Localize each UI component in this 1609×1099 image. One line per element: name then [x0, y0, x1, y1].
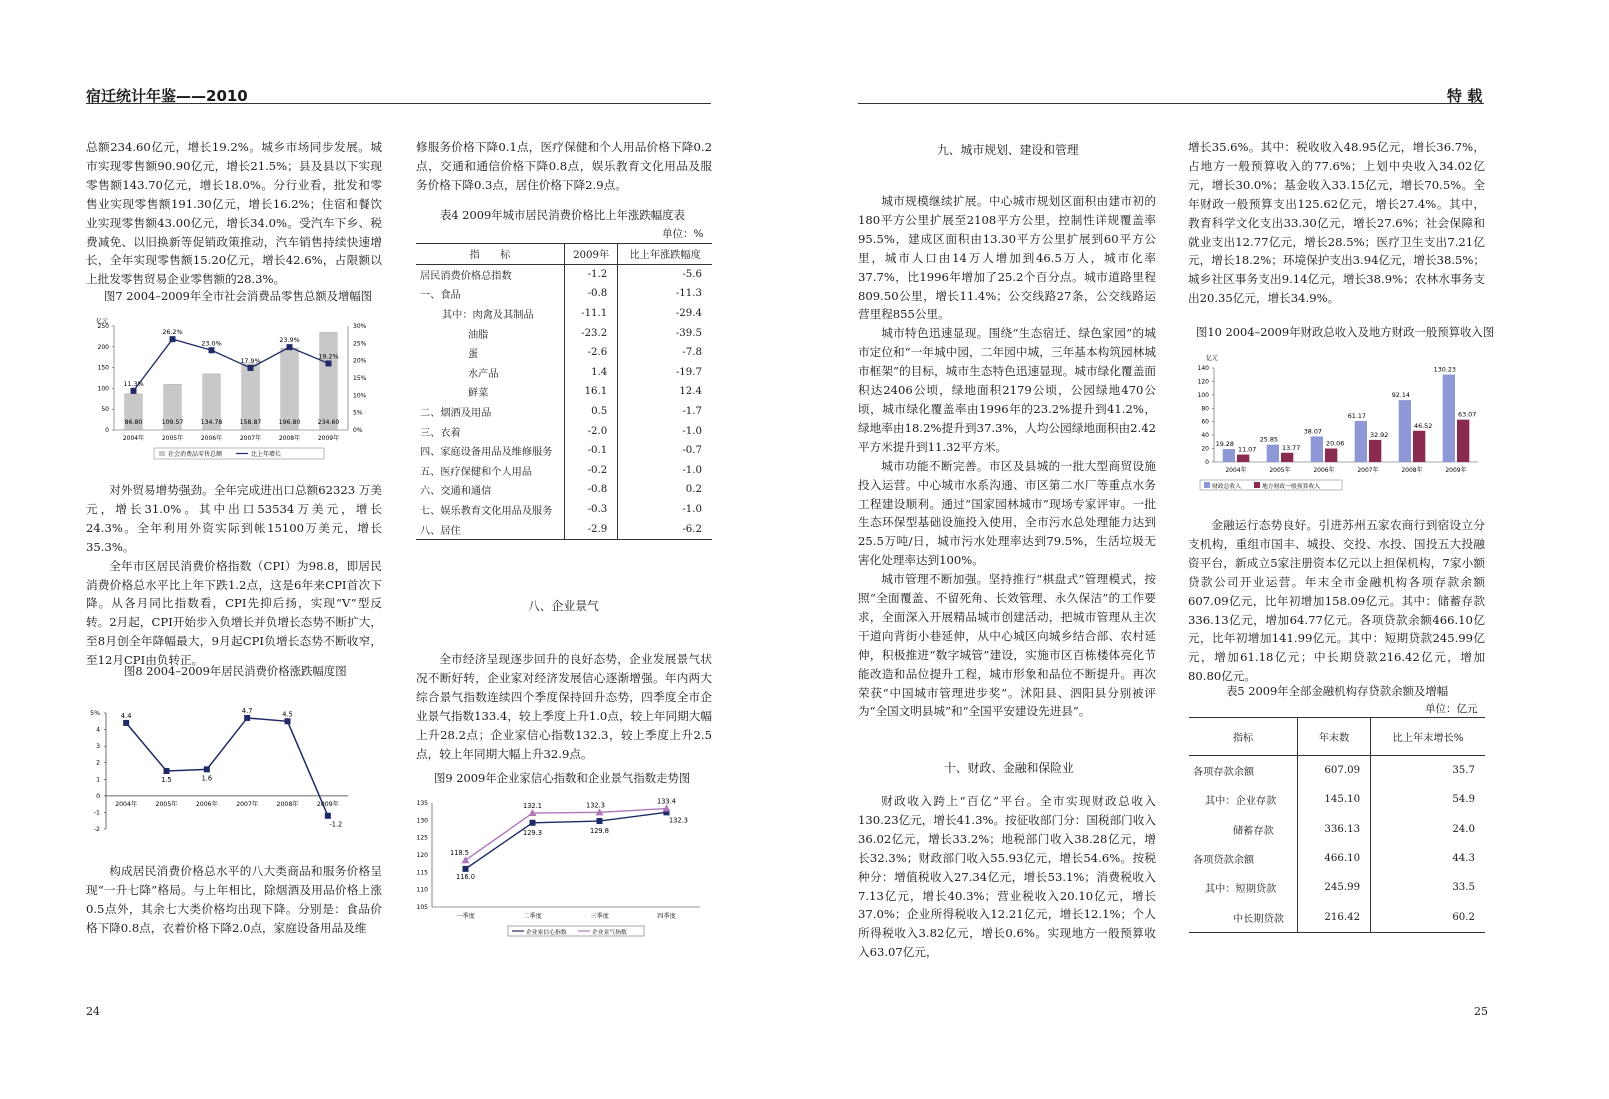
bar-value-label: 32.92	[1370, 430, 1389, 439]
bar-value-label: 158.87	[239, 419, 262, 426]
bar	[1457, 420, 1469, 462]
cell-value: -39.5	[618, 323, 712, 343]
table-row	[416, 323, 712, 343]
table-row	[416, 480, 712, 500]
table-row	[1189, 902, 1485, 932]
bar	[1369, 440, 1381, 462]
bar	[278, 348, 301, 430]
bar	[1413, 431, 1425, 462]
index-label: 132.3	[586, 801, 605, 810]
index-point	[463, 866, 469, 872]
growth-label: 11.3%	[123, 379, 144, 388]
section9-text	[858, 192, 1156, 721]
y-tick-label: 100	[97, 385, 109, 393]
table-row	[416, 421, 712, 441]
y-tick-label: 120	[1197, 378, 1209, 386]
legend-label-1: 财政总收入	[1212, 484, 1241, 490]
x-tick-label: 2005年	[161, 435, 184, 442]
growth-point	[287, 344, 293, 350]
bar-value-label: 134.78	[200, 419, 223, 426]
legend-label-2: 企业景气指数	[592, 930, 627, 936]
fig7-caption: 图7 2004–2009年全市社会消费品零售总额及增幅图	[104, 289, 373, 303]
cell-value: 16.1	[565, 382, 618, 402]
bar	[1325, 449, 1337, 462]
table4-header-indicator: 指 标	[416, 244, 565, 265]
row-label: 油脂	[468, 329, 489, 341]
cpi-label: 1.6	[201, 774, 213, 783]
bar-value-label: 38.07	[1303, 427, 1322, 436]
paragraph: 构成居民消费价格总水平的八大类商品和服务价格呈现“一升七降”格局。与上年相比，除烟酒及用品价格上涨0.5点外，其余七大类价格均出现下降。分别是：食品价格下降0.8点，衣着价格下降2.0点，家庭设备用品及维	[86, 864, 382, 935]
legend-label-line: 比上年增长	[251, 451, 282, 458]
y-axis-unit: 亿元	[96, 318, 109, 325]
row-label: 居民消费价格总指数	[420, 270, 512, 282]
right-page-header: 特 载	[1447, 87, 1483, 105]
growth-label: 19.2%	[318, 352, 339, 361]
fig8-chart	[86, 705, 386, 835]
cell-value: 1.4	[565, 363, 618, 383]
y-tick-label: 105	[416, 904, 428, 911]
cell-value: 60.2	[1371, 902, 1485, 932]
row-label: 其中：短期贷款	[1205, 884, 1277, 896]
cell-value: -11.1	[565, 304, 618, 324]
col1-text-middle	[86, 481, 382, 670]
row-label: 各项存款余额	[1193, 767, 1255, 779]
table4-header-change: 比上年涨跌幅度	[618, 244, 712, 265]
cell-value: -1.0	[618, 421, 712, 441]
cell-value: -0.3	[565, 500, 618, 520]
x-tick-label: 2007年	[1357, 467, 1379, 474]
y-tick-label: 100	[1197, 391, 1209, 399]
growth-label: 26.2%	[162, 328, 183, 337]
cell-value: 216.42	[1298, 902, 1371, 932]
left-page	[0, 0, 804, 1099]
bar	[317, 332, 340, 430]
table-row	[416, 461, 712, 481]
y2-tick-label: 30%	[353, 323, 367, 330]
legend-label-1: 企业家信心指数	[526, 930, 567, 936]
cpi-point	[204, 766, 210, 772]
legend-swatch-2	[1254, 482, 1260, 488]
cell-value: 12.4	[618, 382, 712, 402]
cpi-point	[285, 718, 291, 724]
cell-value: 145.10	[1298, 785, 1371, 814]
x-tick-label: 三季度	[590, 913, 609, 920]
bar-value-label: 46.52	[1414, 421, 1433, 430]
cell-value: -5.6	[618, 264, 712, 284]
x-tick-label: 2009年	[1445, 467, 1467, 474]
table-row	[416, 441, 712, 461]
cell-value: -0.8	[565, 284, 618, 304]
y-tick-label: 140	[1197, 365, 1209, 372]
y-tick-label: 20	[1201, 445, 1209, 453]
table4	[416, 243, 712, 540]
cell-value: -2.9	[565, 519, 618, 539]
fig9-caption: 图9 2009年企业家信心指数和企业景气指数走势图	[434, 771, 691, 785]
growth-line	[134, 339, 329, 391]
x-tick-label: 2006年	[195, 800, 218, 808]
growth-point	[248, 365, 254, 371]
row-label: 各项贷款余额	[1193, 855, 1255, 867]
paragraph: 城市规模继续扩展。中心城市规划区面积由建市初的180平方公里扩展至2108平方公里，控制性详规覆盖率95.5%，建成区面积由13.30平方公里扩展到60平方公里，城市人口由14万人增加到46.5万人，城市化率37.7%，比1996年增加了25.2个百分点。城市道路里程809.50公里，增长11.4%；公交线路27条，公交线路运营里程855公里。	[858, 194, 1156, 322]
index-label: 129.3	[523, 828, 542, 837]
growth-point	[131, 388, 137, 394]
cell-value: 607.09	[1298, 756, 1371, 786]
table-row	[416, 304, 712, 324]
table-row	[416, 363, 712, 383]
section8-title: 八、企业景气	[528, 599, 599, 613]
row-label: 蛋	[468, 349, 479, 361]
y2-tick-label: 5%	[353, 409, 363, 417]
section9-title: 九、城市规划、建设和管理	[937, 143, 1079, 157]
cell-value: 336.13	[1298, 815, 1371, 844]
x-tick-label: 2009年	[316, 800, 339, 808]
x-tick-label: 2008年	[278, 435, 301, 442]
cell-value: 466.10	[1298, 844, 1371, 873]
cell-value: -29.4	[618, 304, 712, 324]
bar	[1237, 455, 1249, 462]
y-tick-label: -1	[93, 809, 100, 817]
y-tick-label: 4	[96, 726, 100, 734]
cell-value: -11.3	[618, 284, 712, 304]
bar	[1223, 449, 1235, 462]
paragraph: 财政收入跨上“百亿”平台。全市实现财政总收入130.23亿元，增长41.3%。按征收部门分：国税部门收入36.02亿元，增长33.2%；地税部门收入38.28亿元，增长32.3%；财政部门收入55.93亿元，增长54.6%。按税种分：增值税收入27.34亿元，增长53.1%；消费税收入7.13亿元，增长40.3%；营业税收入20.10亿元，增长37.0%；企业所得税收入12.21亿元，增长12.1%；个人所得税收入3.82亿元，增长0.6%。实现地方一般预算收入63.07亿元，	[858, 794, 1156, 960]
col4-text-bottom	[1188, 516, 1485, 686]
fig9-chart	[408, 795, 708, 940]
x-tick-label: 2004年	[122, 435, 145, 442]
table5-header-growth: 比上年末增长%	[1371, 718, 1485, 756]
bar-value-label: 63.07	[1458, 410, 1477, 419]
bar-value-label: 92.14	[1391, 391, 1410, 400]
y-tick-label: 60	[1201, 418, 1209, 426]
section10-title: 十、财政、金融和保险业	[944, 761, 1074, 775]
bar-value-label: 25.85	[1259, 435, 1278, 444]
table-row	[416, 382, 712, 402]
cell-value: -0.8	[565, 480, 618, 500]
paragraph: 城市特色迅速显现。围绕“生态宿迁、绿色家园”的城市定位和“一年城中园，二年园中城，三年基本构筑园林城市框架”的目标，城市生态特色迅速显现。城市绿化覆盖面积达2406公顷，绿地面积2179公顷，公园绿地470公顷，城市绿化覆盖率由1996年的23.2%提升到41.2%，绿地率由18.2%提升到37.3%，人均公园绿地面积由2.42平方米提升到11.32平方米。	[858, 326, 1156, 454]
row-label: 其中：企业存款	[1205, 796, 1277, 808]
legend-label-2: 地方财政一般预算收入	[1262, 484, 1320, 490]
bar	[1399, 400, 1411, 462]
growth-label: 17.9%	[240, 356, 261, 365]
row-label: 储蓄存款	[1233, 825, 1274, 837]
x-tick-label: 2005年	[1269, 467, 1291, 474]
paragraph: 对外贸易增势强劲。全年完成进出口总额62323 万美元，增长31.0%。其中出口53534万美元，增长24.3%。全年利用外资实际到帐15100万美元，增长35.3%。	[86, 483, 382, 554]
y2-tick-label: 15%	[353, 375, 367, 382]
table-row	[416, 343, 712, 363]
row-label: 中长期贷款	[1233, 913, 1284, 925]
bar	[1311, 436, 1323, 462]
table5-header-value: 年末数	[1298, 718, 1371, 756]
bar-value-label: 196.80	[278, 419, 301, 426]
left-page-number: 24	[86, 1005, 100, 1018]
cell-value: 35.7	[1371, 756, 1485, 786]
cell-value: -6.2	[618, 519, 712, 539]
y-tick-label: -2	[93, 826, 100, 833]
paragraph: 修服务价格下降0.1点，医疗保健和个人用品价格下降0.2点，交通和通信价格下降0.8点，娱乐教育文化用品及服务价格下降0.3点，居住价格下降2.9点。	[416, 140, 712, 192]
y-tick-label: 115	[416, 869, 428, 877]
legend-swatch-bar	[159, 451, 165, 456]
col1-text-top	[86, 138, 382, 289]
table4-unit: 单位：%	[662, 228, 704, 240]
cpi-point	[123, 720, 129, 726]
cpi-label: 4.7	[241, 706, 253, 715]
x-tick-label: 2005年	[155, 800, 178, 808]
y2-tick-label: 20%	[353, 357, 367, 365]
header-rule	[86, 103, 711, 104]
table-row	[1189, 785, 1485, 814]
y-axis-unit: 亿元	[1206, 355, 1219, 362]
index-label: 132.1	[523, 802, 542, 811]
x-tick-label: 四季度	[657, 913, 676, 920]
header-rule	[858, 103, 1484, 104]
y-tick-label: 0	[105, 427, 109, 434]
cell-value: -19.7	[618, 363, 712, 383]
x-tick-label: 2007年	[236, 800, 259, 808]
row-label: 二、烟酒及用品	[420, 408, 492, 420]
y-tick-label: 125	[416, 834, 428, 842]
paragraph: 增长35.6%。其中：税收收入48.95亿元，增长36.7%，占地方一般预算收入的77.6%；上划中央收入34.02亿元，增长30.0%；基金收入33.15亿元，增长70.5%。全年财政一般预算支出125.62亿元，增长27.4%。其中，教育科学文化支出33.30亿元，增长27.6%；社会保障和就业支出12.77亿元，增长28.5%；医疗卫生支出7.21亿元，增长18.2%；环境保护支出3.94亿元，增长38.5%；城乡社区事务支出9.14亿元，增长38.9%；农林水事务支出20.35亿元，增长34.9%。	[1188, 140, 1485, 306]
bar-value-label: 20.06	[1326, 439, 1345, 448]
cpi-point	[164, 768, 170, 774]
cell-value: -1.7	[618, 402, 712, 422]
cell-value: 44.3	[1371, 844, 1485, 873]
table-row	[1189, 844, 1485, 873]
growth-point	[209, 347, 215, 353]
fig10-chart	[1186, 346, 1486, 496]
x-tick-label: 2009年	[317, 435, 340, 442]
row-label: 水产品	[468, 368, 499, 380]
y-tick-label: 250	[97, 323, 109, 330]
x-tick-label: 2008年	[276, 800, 299, 808]
right-page	[804, 0, 1609, 1099]
cpi-point	[325, 813, 331, 819]
x-tick-label: 一季度	[456, 913, 475, 920]
table5-title: 表5 2009年全部金融机构存贷款余额及增幅	[1226, 684, 1449, 698]
x-tick-label: 2006年	[200, 435, 223, 442]
cell-value: 0.2	[618, 480, 712, 500]
row-label: 八、居住	[420, 525, 461, 537]
bar-value-label: 13.77	[1282, 443, 1301, 452]
index-label: 116.0	[456, 872, 475, 881]
row-label: 七、娱乐教育文化用品及服务	[420, 506, 553, 518]
cpi-label: 4.5	[282, 710, 293, 719]
table5	[1189, 717, 1485, 933]
cell-value: 54.9	[1371, 785, 1485, 814]
y-tick-label: 1	[96, 776, 100, 784]
table4-header-2009: 2009年	[565, 244, 618, 265]
bar	[1355, 421, 1367, 462]
cell-value: -23.2	[565, 323, 618, 343]
index-label: 129.8	[590, 827, 609, 836]
fig7-chart	[86, 314, 386, 464]
row-label: 六、交通和通信	[420, 486, 492, 498]
x-tick-label: 2004年	[1225, 467, 1247, 474]
bar	[1443, 375, 1455, 462]
table5-unit: 单位：亿元	[1425, 703, 1478, 715]
bar-value-label: 11.07	[1238, 445, 1257, 454]
cell-value: -0.1	[565, 441, 618, 461]
y-tick-label: 120	[416, 852, 428, 859]
table-row	[416, 519, 712, 539]
index-line	[466, 812, 667, 869]
x-tick-label: 2007年	[239, 435, 262, 442]
cell-value: 0.5	[565, 402, 618, 422]
y-tick-label: 80	[1201, 405, 1209, 413]
y-tick-label: 50	[101, 406, 109, 414]
cell-value: 33.5	[1371, 873, 1485, 902]
growth-point	[170, 336, 176, 342]
paragraph: 城市功能不断完善。市区及县城的一批大型商贸设施投入运营。中心城市水系沟通、市区第二水厂等重点水务工程建设顺利。通过“国家园林城市”现场专家评审。一批生态环保型基础设施投入使用，全市污水总处理能力达到25.5万吨/日，城市污水处理率达到79.5%，生活垃圾无害化处理率达到100%。	[858, 458, 1156, 568]
y-tick-label: 110	[416, 886, 428, 894]
growth-point	[326, 360, 332, 366]
table-row	[1189, 815, 1485, 844]
left-page-header: 宿迁统计年鉴——2010	[86, 87, 248, 105]
bar	[1267, 445, 1279, 462]
y2-tick-label: 10%	[353, 392, 367, 400]
cpi-label: -1.2	[329, 820, 343, 829]
table-row	[416, 500, 712, 520]
paragraph: 城市管理不断加强。坚持推行“棋盘式”管理模式，按照“全面覆盖、不留死角、长效管理、永久保洁”的工作要求，全面深入开展精品城市创建活动，把城市管理从主次干道向背街小巷延伸，从中心城区向城乡结合部、农村延伸，积极推进“数字城管”建设，实施市区百栋楼体亮化节能改造和品位提升工程，城市形象和品位不断提升。再次荣获“中国城市管理进步奖”。沭阳县、泗阳县分别被评为“全国文明县城”和“全国平安建设先进县”。	[858, 572, 1156, 719]
x-tick-label: 2008年	[1401, 467, 1423, 474]
table5-header-indicator: 指标	[1189, 718, 1298, 756]
y-tick-label: 150	[97, 364, 109, 372]
row-label: 五、医疗保健和个人用品	[420, 466, 533, 478]
legend-label-bar: 社会消费品零售总额	[168, 451, 223, 458]
cpi-label: 4.4	[120, 711, 132, 720]
paragraph: 总额234.60亿元，增长19.2%。城乡市场同步发展。城市实现零售额90.90亿元，增长21.5%；县及县以下实现零售额143.70亿元，增长18.0%。分行业看，批发和零售业实现零售额191.30亿元，增长16.2%；住宿和餐饮业实现零售额43.00亿元，增长34.0%。受汽车下乡、税费减免、以旧换新等促销政策推动，汽车销售持续快速增长，全年实现零售额15.20亿元，增长42.6%，占限额以上批发零售贸易企业零售额的28.3%。	[86, 140, 382, 287]
y-tick-label: 0	[96, 792, 100, 800]
y-tick-label: 0	[1205, 459, 1209, 466]
section10-text	[858, 792, 1156, 962]
row-label: 四、家庭设备用品及维修服务	[420, 447, 553, 459]
legend-swatch-1	[1204, 482, 1210, 488]
col1-text-bottom	[86, 862, 382, 938]
row-label: 一、食品	[420, 290, 461, 302]
fig8-caption: 图8 2004–2009年居民消费价格涨跌幅度图	[124, 664, 347, 678]
index-label: 118.5	[450, 849, 469, 858]
bar-value-label: 130.23	[1433, 365, 1457, 374]
cpi-point	[244, 715, 250, 721]
table-row	[1189, 756, 1485, 786]
y-tick-label: 130	[416, 817, 428, 825]
table4-title: 表4 2009年城市居民消费价格比上年涨跌幅度表	[440, 208, 685, 222]
index-point	[462, 856, 470, 863]
y2-tick-label: 25%	[353, 340, 367, 348]
table-row	[416, 402, 712, 422]
cpi-label: 1.5	[161, 776, 172, 784]
y-tick-label: 200	[97, 343, 109, 351]
cell-value: -0.7	[618, 441, 712, 461]
growth-label: 23.0%	[201, 339, 222, 348]
index-point	[597, 818, 603, 824]
paragraph: 全市经济呈现逐步回升的良好态势，企业发展景气状况不断好转，企业家对经济发展信心逐渐增强。年内两大综合景气指数连续四个季度保持回升态势，四季度全市企业景气指数133.4，较上季度上升1.0点，较上年同期大幅上升28.2点；企业家信心指数132.3，较上季度上升2.5点，较上年同期大幅上升32.9点。	[416, 652, 712, 761]
cell-value: -2.6	[565, 343, 618, 363]
x-tick-label: 二季度	[523, 913, 542, 920]
index-point	[530, 820, 536, 826]
bar	[1281, 453, 1293, 462]
paragraph: 金融运行态势良好。引进苏州五家农商行到宿设立分支机构，重组市国丰、城投、交投、水投、国投五大投融资平台，新成立5家注册资本亿元以上担保机构，7家小额贷款公司开业运营。年末全市金融机构各项存款余额607.09亿元，比年初增加158.09亿元。其中：储蓄存款336.13亿元，增加64.77亿元。各项贷款余额466.10亿元，比年初增加141.99亿元。其中：短期贷款245.99亿元，增加61.18亿元；中长期贷款216.42亿元，增加80.80亿元。	[1188, 518, 1485, 684]
cell-value: -2.0	[565, 421, 618, 441]
right-page-number: 25	[1474, 1005, 1488, 1018]
section8-text	[416, 650, 712, 763]
x-tick-label: 2006年	[1313, 467, 1335, 474]
col4-text-top	[1188, 138, 1485, 308]
index-label: 133.4	[657, 797, 676, 806]
y-tick-label: 3	[96, 743, 100, 751]
cell-value: -1.0	[618, 500, 712, 520]
y-tick-label: 135	[416, 800, 428, 807]
bar-value-label: 61.17	[1347, 411, 1366, 420]
row-label: 其中：肉禽及其制品	[442, 310, 534, 322]
bar-value-label: 109.57	[161, 419, 184, 426]
cell-value: 24.0	[1371, 815, 1485, 844]
bar-value-label: 19.28	[1215, 440, 1234, 449]
table-row	[1189, 873, 1485, 902]
index-label: 132.3	[669, 816, 688, 825]
y-tick-label: 2	[96, 759, 100, 767]
x-tick-label: 2004年	[115, 800, 138, 808]
y-tick-label: 5%	[90, 710, 100, 717]
cell-value: -1.0	[618, 461, 712, 481]
table-row	[416, 264, 712, 284]
col2-text-top	[416, 138, 712, 195]
row-label: 三、衣着	[420, 427, 461, 439]
cell-value: -0.2	[565, 461, 618, 481]
y2-tick-label: 0%	[353, 427, 363, 434]
table-row	[416, 284, 712, 304]
paragraph: 全年市区居民消费价格指数（CPI）为98.8，即居民消费价格总水平比上年下跌1.2点，这是6年来CPI首次下降。从各月同比指数看，CPI先抑后扬，实现“V”型反转。2月起，CPI开始步入负增长并负增长态势不断扩大，至8月创全年降幅最大，9月起CPI负增长态势不断收窄，至12月CPI由负转正。	[86, 558, 382, 668]
cell-value: -1.2	[565, 264, 618, 284]
cell-value: -7.8	[618, 343, 712, 363]
fig10-caption: 图10 2004–2009年财政总收入及地方财政一般预算收入图	[1196, 325, 1495, 339]
bar-value-label: 86.80	[124, 419, 143, 426]
growth-label: 23.9%	[279, 336, 300, 345]
row-label: 鲜菜	[468, 388, 489, 400]
bar-value-label: 234.60	[317, 419, 340, 426]
y-tick-label: 40	[1201, 432, 1209, 440]
cell-value: 245.99	[1298, 873, 1371, 902]
